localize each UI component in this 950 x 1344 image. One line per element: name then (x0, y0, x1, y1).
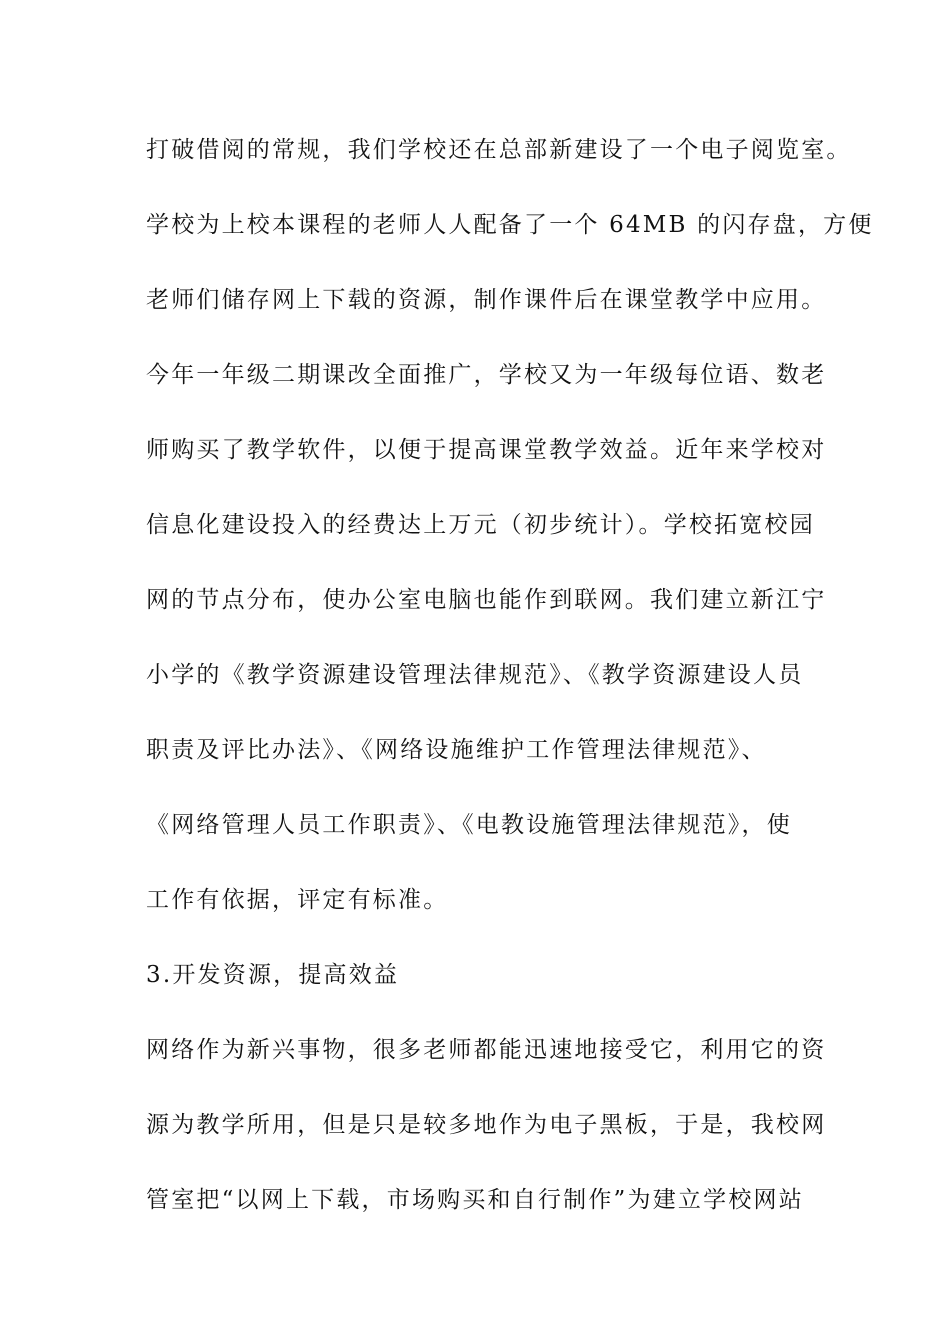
text-line-15: 管室把“以网上下载，市场购买和自行制作”为建立学校网站 (146, 1187, 804, 1213)
text-line-2: 学校为上校本课程的老师人人配备了一个 64MB 的闪存盘，方便 (146, 212, 874, 238)
text-line-14: 源为教学所用，但是只是较多地作为电子黑板，于是，我校网 (146, 1112, 827, 1138)
text-line-10: 《网络管理人员工作职责》、《电教设施管理法律规范》，使 (146, 812, 792, 838)
text-line-9: 职责及评比办法》、《网络设施维护工作管理法律规范》、 (146, 737, 767, 763)
text-line-6: 信息化建设投入的经费达上万元（初步统计）。学校拓宽校园 (146, 512, 815, 538)
text-line-7: 网的节点分布，使办公室电脑也能作到联网。我们建立新江宁 (146, 587, 827, 613)
text-line-13: 网络作为新兴事物，很多老师都能迅速地接受它，利用它的资 (146, 1037, 827, 1063)
text-line-3: 老师们储存网上下载的资源，制作课件后在课堂教学中应用。 (146, 287, 827, 313)
section-heading: 3.开发资源，提高效益 (146, 962, 400, 988)
text-line-5: 师购买了教学软件，以便于提高课堂教学效益。近年来学校对 (146, 437, 827, 463)
text-line-8: 小学的《教学资源建设管理法律规范》、《教学资源建设人员 (146, 662, 804, 688)
text-line-4: 今年一年级二期课改全面推广，学校又为一年级每位语、数老 (146, 362, 827, 388)
document-body (146, 130, 874, 1255)
text-line-11: 工作有依据，评定有标准。 (146, 887, 449, 913)
text-line-1: 打破借阅的常规，我们学校还在总部新建设了一个电子阅览室。 (146, 137, 852, 163)
